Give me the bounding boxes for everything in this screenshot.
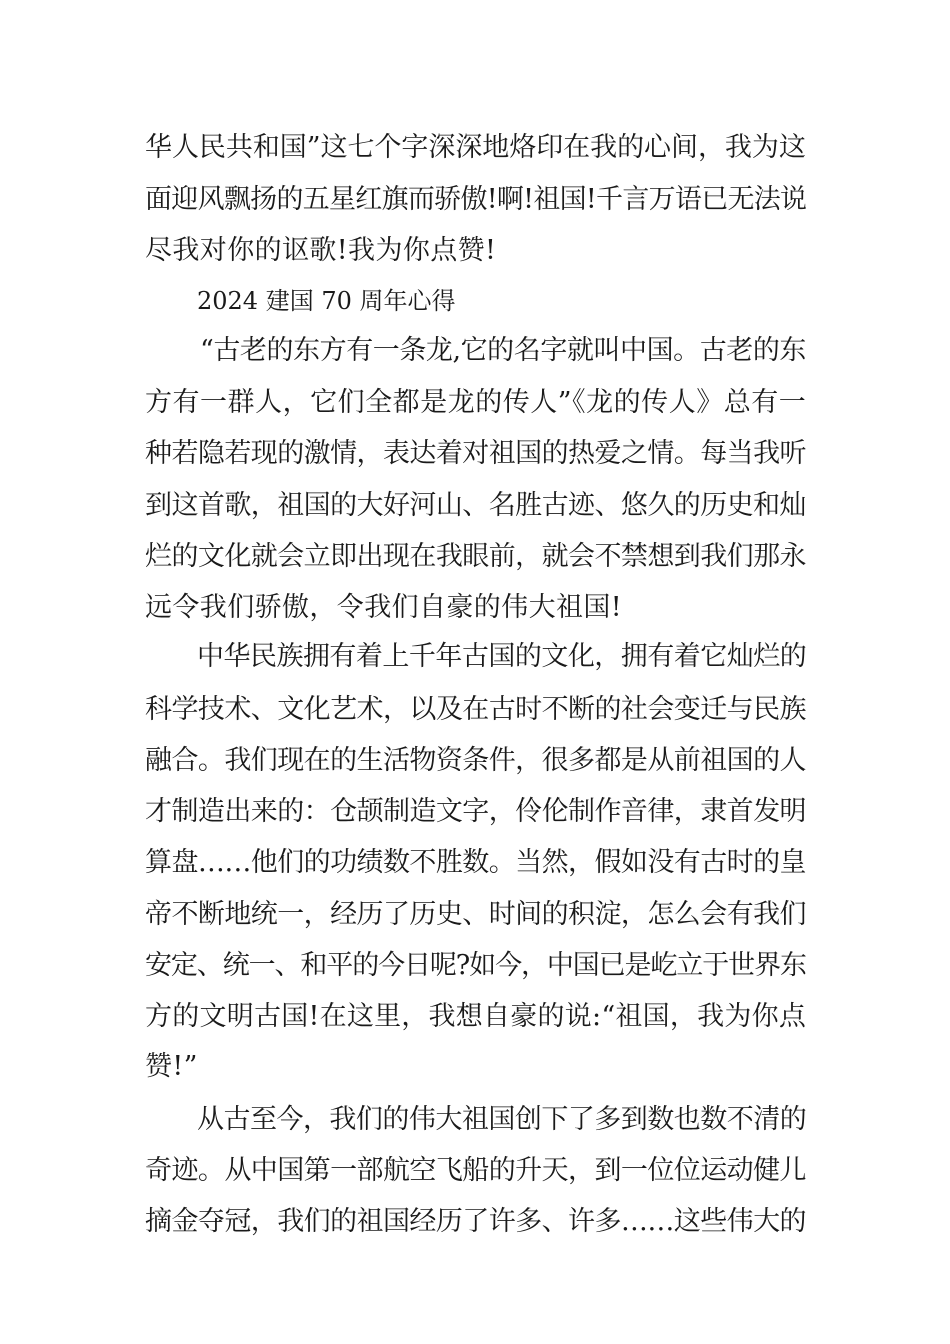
text-line: 奇迹。从中国第一部航空飞船的升天，到一位位运动健儿 [145, 1155, 806, 1186]
text-line: 才制造出来的：仓颉制造文字，伶伦制作音律，隶首发明 [145, 796, 806, 827]
text-line: 安定、统一、和平的今日呢?如今，中国已是屹立于世界东 [145, 950, 806, 981]
text-line: 科学技术、文化艺术，以及在古时不断的社会变迁与民族 [145, 694, 806, 725]
text-line: 帝不断地统一，经历了历史、时间的积淀，怎么会有我们 [145, 899, 806, 930]
text-line: 方的文明古国!在这里，我想自豪的说:“祖国，我为你点 [145, 1001, 807, 1032]
text-line: 从古至今，我们的伟大祖国创下了多到数也数不清的 [197, 1104, 807, 1135]
text-line: 到这首歌，祖国的大好河山、名胜古迹、悠久的历史和灿 [145, 490, 806, 521]
text-line: 融合。我们现在的生活物资条件，很多都是从前祖国的人 [145, 745, 806, 776]
text-line: “古老的东方有一条龙,它的名字就叫中国。古老的东 [200, 335, 806, 366]
text-line: 算盘……他们的功绩数不胜数。当然，假如没有古时的皇 [145, 847, 806, 878]
text-line: 华人民共和国”这七个字深深地烙印在我的心间，我为这 [145, 132, 806, 163]
text-line: 远令我们骄傲，令我们自豪的伟大祖国! [145, 592, 623, 623]
text-line: 摘金夺冠，我们的祖国经历了许多、许多……这些伟大的 [145, 1206, 806, 1237]
text-line: 面迎风飘扬的五星红旗而骄傲!啊!祖国!千言万语已无法说 [145, 184, 807, 215]
text-line: 方有一群人，它们全都是龙的传人”《龙的传人》总有一 [145, 387, 807, 418]
text-line: 烂的文化就会立即出现在我眼前，就会不禁想到我们那永 [145, 541, 806, 572]
text-line: 赞!” [145, 1051, 198, 1082]
text-line: 尽我对你的讴歌!我为你点赞! [145, 235, 497, 266]
text-line: 种若隐若现的激情，表达着对祖国的热爱之情。每当我听 [145, 438, 806, 469]
section-title: 2024 建国 70 周年心得 [197, 287, 456, 315]
text-line: 中华民族拥有着上千年古国的文化，拥有着它灿烂的 [197, 641, 807, 672]
